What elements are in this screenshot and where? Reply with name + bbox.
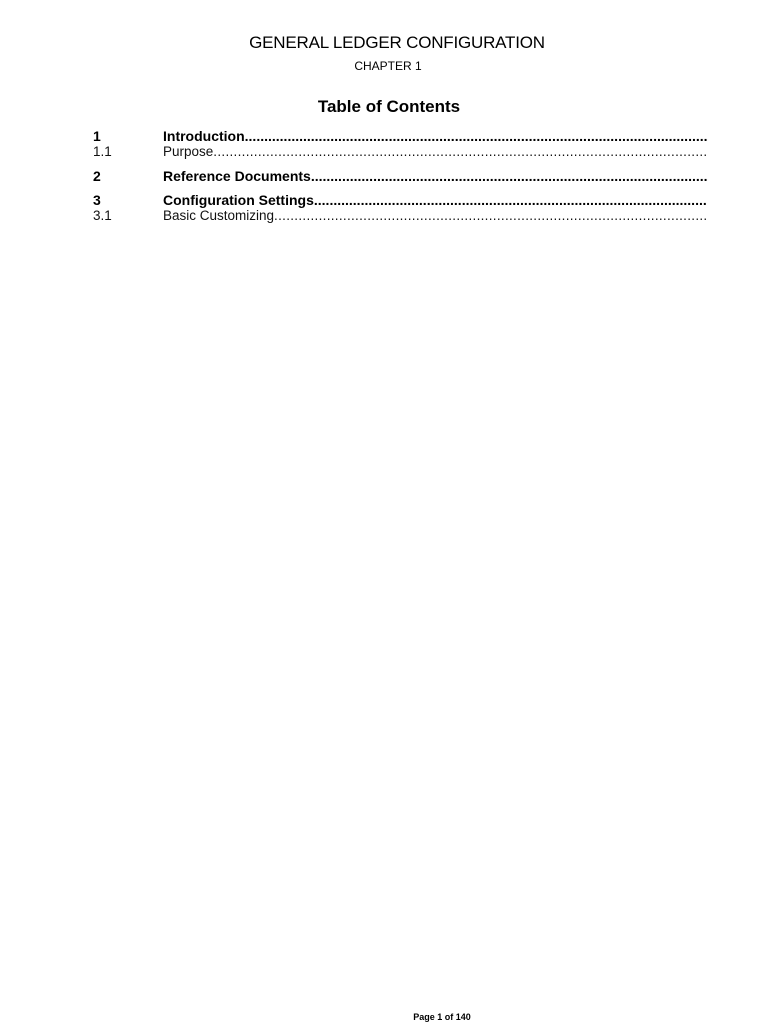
toc-entry-label: Introduction — [163, 128, 245, 144]
toc-entry-label: Reference Documents — [163, 168, 311, 184]
toc-entry-number: 1 — [93, 128, 101, 144]
toc-entry-number: 3 — [93, 192, 101, 208]
toc-entry-label: Configuration Settings — [163, 192, 314, 208]
page-number-footer: Page 1 of 140 — [413, 1012, 471, 1022]
document-title: GENERAL LEDGER CONFIGURATION — [249, 33, 545, 52]
document-subtitle: CHAPTER 1 — [354, 59, 422, 73]
toc-entry-label: Basic Customizing — [163, 208, 275, 223]
toc-entry-purpose[interactable] — [93, 144, 707, 160]
toc-entry-configuration-settings[interactable] — [93, 192, 707, 208]
toc-dot-leader — [274, 208, 707, 224]
toc-entry-number: 2 — [93, 168, 101, 184]
toc-dot-leader — [245, 128, 707, 144]
toc-entry-number: 1.1 — [93, 144, 112, 159]
toc-dot-leader — [314, 192, 707, 208]
toc-heading: Table of Contents — [317, 97, 461, 116]
table-of-contents — [93, 128, 707, 224]
toc-entry-number: 3.1 — [93, 208, 112, 223]
toc-entry-introduction[interactable] — [93, 128, 707, 144]
toc-entry-basic-customizing[interactable] — [93, 208, 707, 224]
toc-entry-label: Purpose — [163, 144, 214, 159]
toc-dot-leader — [311, 168, 707, 184]
toc-dot-leader — [213, 144, 707, 160]
toc-entry-reference-documents[interactable] — [93, 168, 707, 184]
